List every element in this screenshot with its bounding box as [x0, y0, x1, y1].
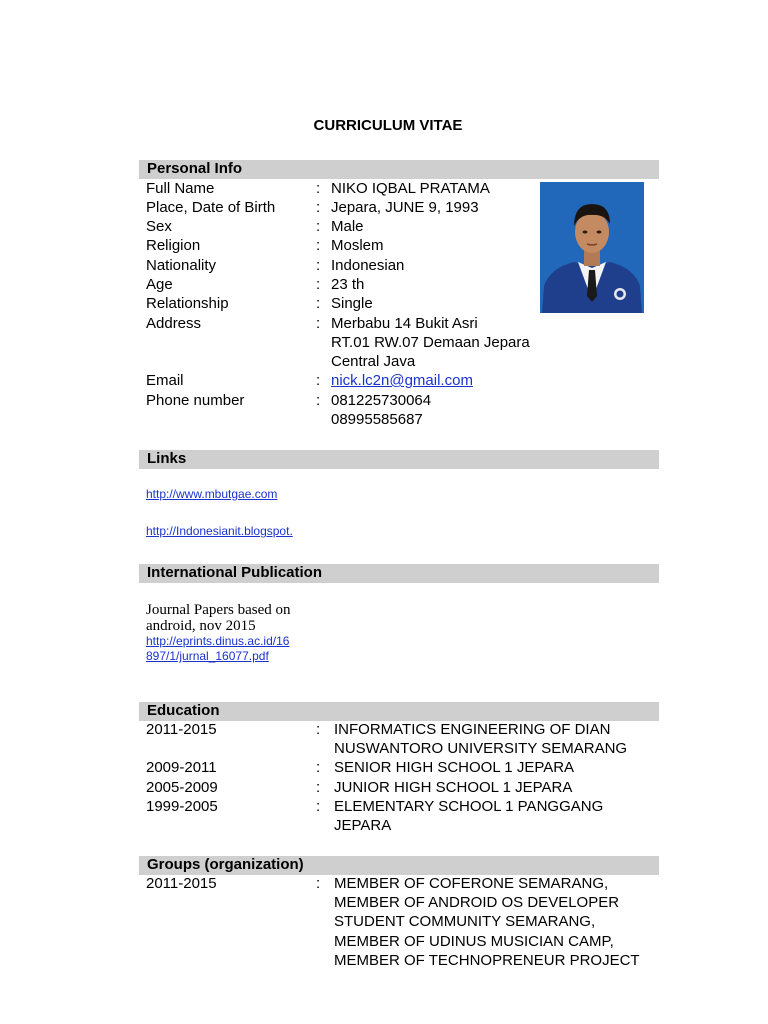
colon: : — [316, 798, 321, 815]
colon: : — [316, 199, 321, 216]
education-institution-cont: JEPARA — [334, 817, 392, 834]
document-title: CURRICULUM VITAE — [313, 117, 463, 134]
birth-label: Place, Date of Birth — [146, 199, 276, 216]
education-institution: INFORMATICS ENGINEERING OF DIAN — [334, 721, 611, 738]
email-label: Email — [146, 372, 184, 389]
education-years: 2005-2009 — [146, 779, 218, 796]
education-institution-cont: NUSWANTORO UNIVERSITY SEMARANG — [334, 740, 628, 757]
full-name-value: NIKO IQBAL PRATAMA — [331, 180, 490, 197]
colon: : — [316, 779, 321, 796]
links-bar — [139, 450, 659, 469]
colon: : — [316, 372, 321, 389]
publication-text-line-1: Journal Papers based on — [146, 602, 291, 618]
group-membership: MEMBER OF TECHNOPRENEUR PROJECT — [334, 952, 640, 969]
phone-number-1: 081225730064 — [331, 392, 432, 409]
email-link[interactable]: nick.lc2n@gmail.com — [331, 372, 473, 389]
colon: : — [316, 392, 321, 409]
group-membership: MEMBER OF UDINUS MUSICIAN CAMP, — [334, 933, 614, 950]
education-heading: Education — [147, 702, 220, 719]
education-years: 2011-2015 — [146, 721, 217, 738]
colon: : — [316, 180, 321, 197]
colon: : — [316, 721, 321, 738]
religion-value: Moslem — [331, 237, 384, 254]
profile-photo — [540, 182, 644, 313]
publication-url-line-1[interactable]: http://eprints.dinus.ac.id/16 — [146, 634, 290, 648]
publication-text-line-2: android, nov 2015 — [146, 618, 256, 634]
age-label: Age — [146, 276, 173, 293]
phone-label: Phone number — [146, 392, 245, 409]
education-years: 1999-2005 — [146, 798, 218, 815]
links-heading: Links — [147, 450, 187, 467]
colon: : — [316, 315, 321, 332]
address-line-3: Central Java — [331, 353, 416, 370]
group-membership: MEMBER OF COFERONE SEMARANG, — [334, 875, 609, 892]
groups-heading: Groups (organization) — [147, 856, 304, 873]
colon: : — [316, 875, 321, 892]
relationship-value: Single — [331, 295, 373, 312]
link-indonesianit-blog[interactable]: http://Indonesianit.blogspot. — [146, 524, 293, 538]
group-membership: STUDENT COMMUNITY SEMARANG, — [334, 913, 596, 930]
colon: : — [316, 759, 321, 776]
birth-value: Jepara, JUNE 9, 1993 — [331, 199, 479, 216]
education-institution: ELEMENTARY SCHOOL 1 PANGGANG — [334, 798, 604, 815]
address-line-2: RT.01 RW.07 Demaan Jepara — [331, 334, 530, 351]
nationality-label: Nationality — [146, 257, 217, 274]
education-years: 2009-2011 — [146, 759, 217, 776]
personal-info-heading: Personal Info — [147, 160, 243, 177]
nationality-value: Indonesian — [331, 257, 405, 274]
colon: : — [316, 276, 321, 293]
address-line-1: Merbabu 14 Bukit Asri — [331, 315, 478, 332]
sex-value: Male — [331, 218, 364, 235]
religion-label: Religion — [146, 237, 201, 254]
colon: : — [316, 237, 321, 254]
colon: : — [316, 295, 321, 312]
age-value: 23 th — [331, 276, 365, 293]
sex-label: Sex — [146, 218, 172, 235]
colon: : — [316, 218, 321, 235]
education-institution: JUNIOR HIGH SCHOOL 1 JEPARA — [334, 779, 573, 796]
colon: : — [316, 257, 321, 274]
publication-url-line-2[interactable]: 897/1/jurnal_16077.pdf — [146, 649, 269, 663]
link-mbutgae[interactable]: http://www.mbutgae.com — [146, 487, 278, 501]
address-label: Address — [146, 315, 202, 332]
groups-years: 2011-2015 — [146, 875, 217, 892]
relationship-label: Relationship — [146, 295, 229, 312]
education-institution: SENIOR HIGH SCHOOL 1 JEPARA — [334, 759, 575, 776]
full-name-label: Full Name — [146, 180, 215, 197]
phone-number-2: 08995585687 — [331, 411, 423, 428]
publication-heading: International Publication — [147, 564, 323, 581]
group-membership: MEMBER OF ANDROID OS DEVELOPER — [334, 894, 620, 911]
